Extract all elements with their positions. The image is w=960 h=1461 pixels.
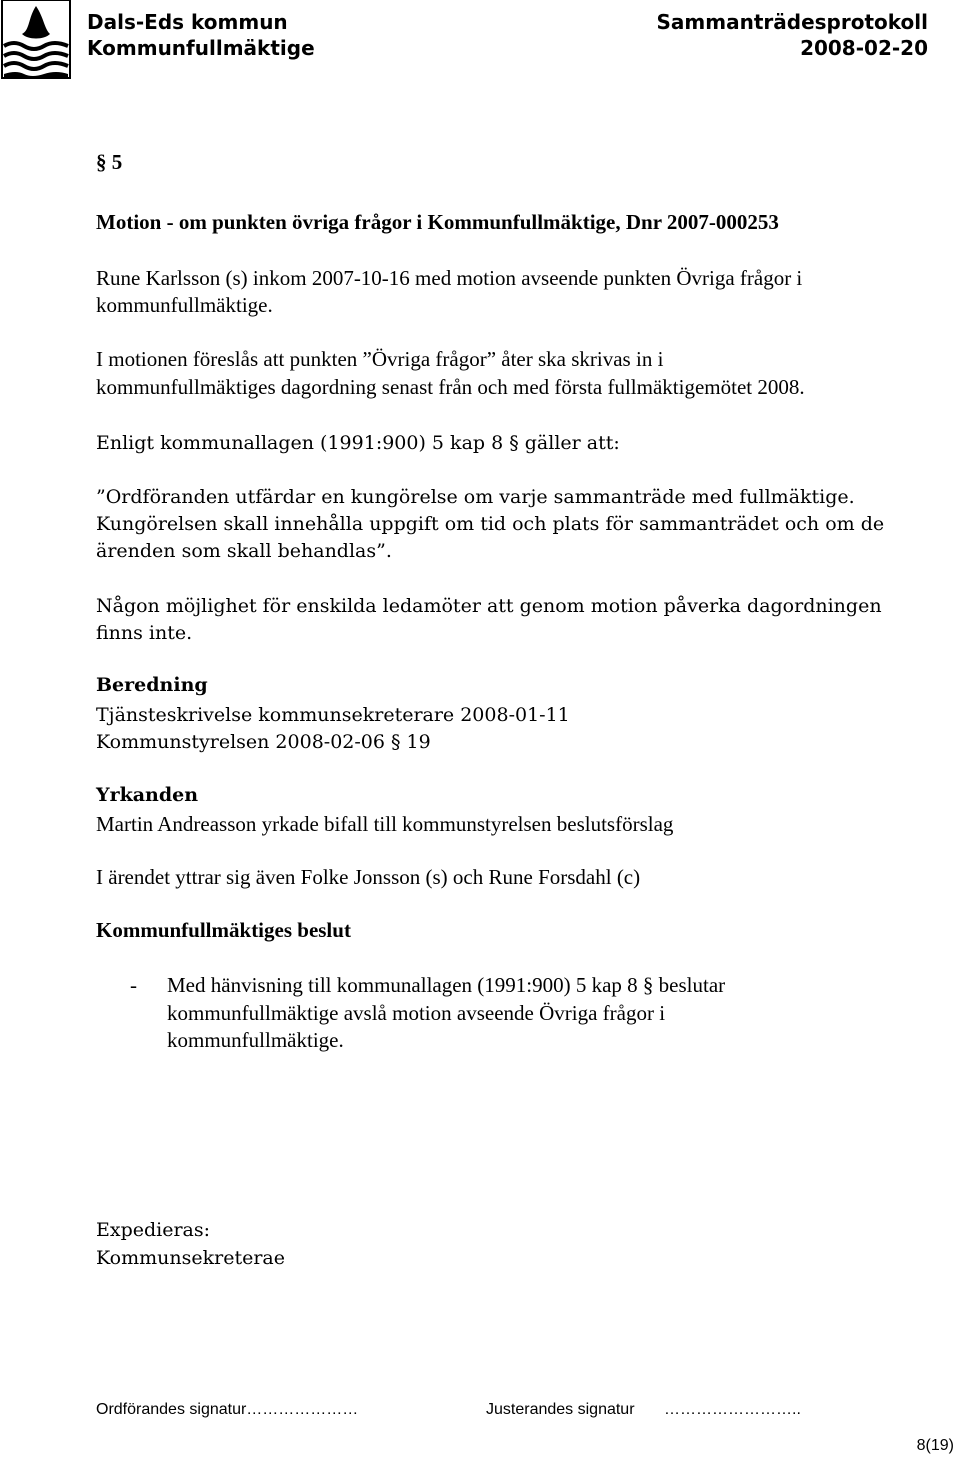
document-date: 2008-02-20 (800, 36, 928, 60)
section-title: Motion - om punkten övriga frågor i Kommunfullmäktige, Dnr 2007-000253 (96, 210, 779, 234)
expedieras-label: Expedieras: (96, 1219, 211, 1241)
chair-signature-field: Ordförandes signatur………………… (96, 1401, 359, 1418)
page-number: 8(19) (916, 1437, 954, 1454)
yttrande-line: I ärendet yttrar sig även Folke Jonsson (s) och Rune Forsdahl (c) (96, 865, 641, 889)
quote-line-3: ärenden som skall behandlas”. (96, 540, 392, 562)
beslut-line-1: Med hänvisning till kommunallagen (1991:900) 5 kap 8 § beslutar (167, 973, 726, 997)
paragraph-2-line-2: kommunfullmäktiges dagordning senast från och med första fullmäktigemötet 2008. (96, 375, 805, 399)
municipality-name: Dals-Eds kommun (87, 10, 288, 34)
beslut-heading: Kommunfullmäktiges beslut (96, 918, 351, 942)
paragraph-1-line-1: Rune Karlsson (s) inkom 2007-10-16 med motion avseende punkten Övriga frågor i (96, 266, 803, 290)
body-name: Kommunfullmäktige (87, 36, 315, 60)
beredning-line-1: Tjänsteskrivelse kommunsekreterare 2008-01-11 (96, 704, 570, 726)
paragraph-4-line-2: finns inte. (96, 622, 193, 644)
paragraph-2-line-1: I motionen föreslås att punkten ”Övriga frågor” åter ska skrivas in i (96, 347, 664, 371)
quote-line-1: ”Ordföranden utfärdar en kungörelse om varje sammanträde med fullmäktige. (96, 486, 855, 508)
yrkanden-heading: Yrkanden (96, 784, 199, 806)
section-number: § 5 (96, 150, 123, 174)
paragraph-4-line-1: Någon möjlighet för enskilda ledamöter att genom motion påverka dagordningen (96, 595, 882, 617)
paragraph-3: Enligt kommunallagen (1991:900) 5 kap 8 § gäller att: (96, 432, 620, 454)
municipality-logo (0, 0, 72, 80)
adjuster-signature-label: Justerandes signatur (486, 1401, 635, 1418)
beslut-bullet: - (130, 973, 137, 997)
beslut-line-3: kommunfullmäktige. (167, 1028, 344, 1052)
paragraph-1-line-2: kommunfullmäktige. (96, 293, 273, 317)
yrkanden-line-1: Martin Andreasson yrkade bifall till kommunstyrelsen beslutsförslag (96, 812, 674, 836)
adjuster-signature-dots: …………………….. (664, 1401, 801, 1418)
expedieras-recipient: Kommunsekreterae (96, 1247, 285, 1269)
document-type: Sammanträdesprotokoll (656, 10, 928, 34)
beslut-line-2: kommunfullmäktige avslå motion avseende Övriga frågor i (167, 1001, 666, 1025)
quote-line-2: Kungörelsen skall innehålla uppgift om tid och plats för sammanträdet och om de (96, 513, 885, 535)
beredning-line-2: Kommunstyrelsen 2008-02-06 § 19 (96, 731, 431, 753)
beredning-heading: Beredning (96, 674, 208, 696)
